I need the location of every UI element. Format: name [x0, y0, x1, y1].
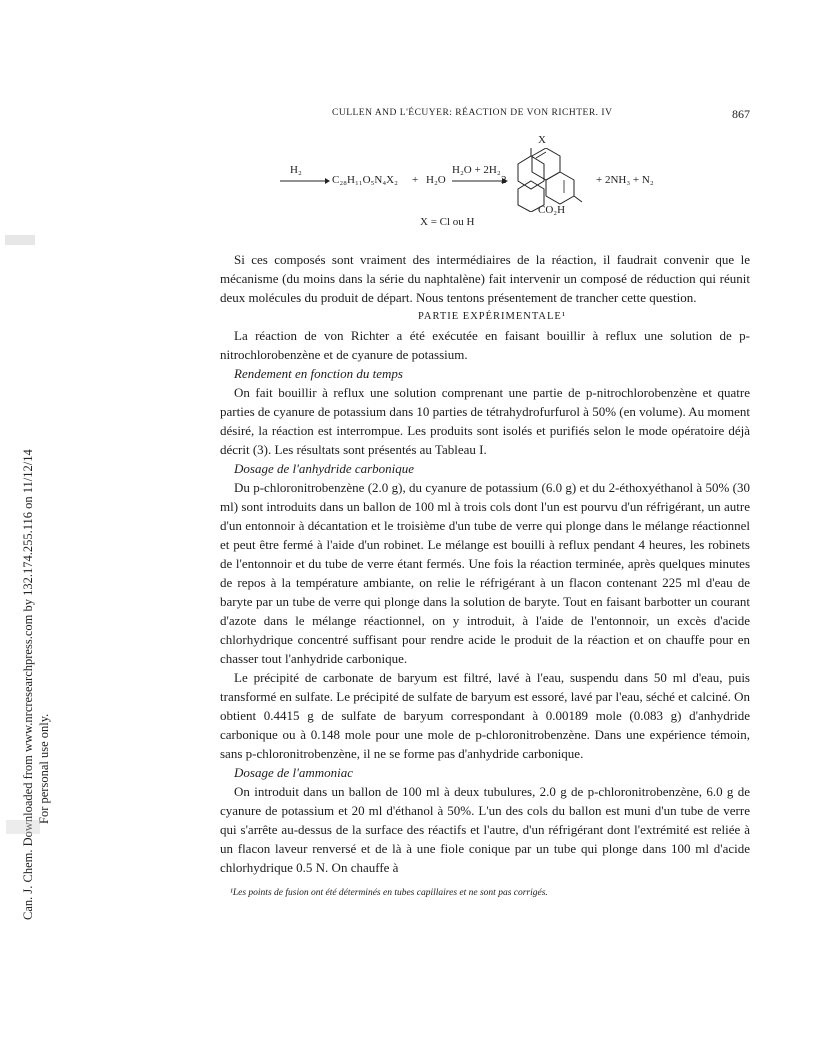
- download-source: Can. J. Chem. Downloaded from www.nrcresearchpress.com by 132.174.255.116 on 11/12/14: [21, 449, 35, 920]
- reaction-equation: [220, 130, 750, 235]
- subheading: Dosage de l'anhydride carbonique: [234, 461, 415, 476]
- substituent-condition: X = Cl ou H: [420, 216, 475, 228]
- scan-artifact: [6, 820, 40, 834]
- products: + 2NH₃ + N₂: [596, 174, 654, 186]
- subheading: Dosage de l'ammoniac: [234, 765, 354, 780]
- substituent-co2h: CO₂H: [538, 204, 566, 216]
- arrow2-label: H₂O + 2H₂: [452, 164, 501, 176]
- paragraph: La réaction de von Richter a été exécutée en faisant bouillir à reflux une solution de p-nitrochlorobenzène et de cyanure de potassium.: [220, 328, 750, 362]
- personal-use-note: For personal use only.: [37, 713, 51, 824]
- paragraph: Du p-chloronitrobenzène (2.0 g), du cyanure de potassium (6.0 g) et du 2-éthoxyéthanol à 50% (30 ml) sont introduits dans un ballon de 100 ml à trois cols dont l'un est pourvu d'un réfrigérant, un autre d'un entonnoir à décantation et le troisième d'un tube de verre qui plonge dans le mélange réactionnel et peut être fermé à l'aide d'un robinet. Le mélange est bouilli à reflux pendant 4 heures, les robinets de l'entonnoir et du tube de verre étant fermés. Une fois la réaction terminée, après quelques minutes de repos à la température ambiante, on relie le réfrigérant à un flacon contenant 225 ml d'eau de baryte par un tube de verre qui plonge dans la solution de baryte. Tout en faisant barbotter un courant d'azote dans le mélange réactionnel, on y introduit, à l'aide de l'entonnoir, un excès d'acide chlorhydrique concentré suffisant pour rendre acide le produit de la réaction et on chauffe pour en chasser tout l'anhydride carbonique.: [220, 480, 750, 666]
- scan-artifact: [5, 235, 35, 245]
- substituent-x: X: [538, 134, 546, 146]
- paragraph: Le précipité de carbonate de baryum est filtré, lavé à l'eau, suspendu dans 50 ml d'eau, puis transformé en sulfate. Le précipité de sulfate de baryum est essoré, lavé par l'eau, séché et calciné. On obtient 0.4415 g de sulfate de baryum correspondant à 0.00189 mole (0.083 g) d'anhydride carbonique ou à 0.148 mole pour une mole de p-chloronitrobenzène. Dans une expérience témoin, sans p-chloronitrobenzène, il ne se forme pas d'anhydride carbonique.: [220, 670, 750, 761]
- running-head: CULLEN AND L'ÉCUYER: RÉACTION DE VON RICHTER. IV: [332, 108, 613, 118]
- reactant-2: H₂O: [426, 174, 446, 186]
- reaction-arrow-2: [452, 177, 508, 185]
- download-note: [20, 449, 52, 920]
- page-number: 867: [732, 107, 750, 121]
- section-title: PARTIE EXPÉRIMENTALE¹: [418, 311, 566, 322]
- reactant-1: C₂₈H₁₁O₅N₄X₂: [332, 174, 398, 186]
- paragraph: On introduit dans un ballon de 100 ml à deux tubulures, 2.0 g de p-chloronitrobenzène, 6.0 g de cyanure de potassium et 20 ml d'éthanol à 50%. L'un des cols du ballon est muni d'un tube de verre qui s'arrête au-dessus de la surface des réactifs et l'autre, d'un réfrigérant dont l'extrémité est reliée à un flacon laveur renversé et de là à une fiole conique par un tube qui plonge dans 100 ml d'acide chlorhydrique 0.5 N. On chauffe à: [220, 784, 750, 875]
- paragraph: On fait bouillir à reflux une solution comprenant une partie de p-nitrochlorobenzène et quatre parties de cyanure de potassium dans 10 parties de tétrahydrofurfurol à 50% (en volume). Au moment désiré, la réaction est interrompue. Les produits sont isolés et purifiés selon le mode opératoire déjà décrit (3). Les résultats sont présentés au Tableau I.: [220, 385, 750, 457]
- coefficient: 2: [501, 174, 507, 186]
- reaction-arrow-1: [280, 177, 330, 185]
- page-header: [220, 108, 750, 126]
- footnote: ¹Les points de fusion ont été déterminés en tubes capillaires et ne sont pas corrigés.: [230, 888, 548, 898]
- article-body: [220, 250, 750, 877]
- paragraph: Si ces composés sont vraiment des intermédiaires de la réaction, il faudrait convenir que le mécanisme (du moins dans la série du naphtalène) fait intervenir un composé de réduction qui réunit deux molécules du produit de départ. Nous tentons présentement de trancher cette question.: [220, 252, 750, 305]
- subheading: Rendement en fonction du temps: [234, 366, 403, 381]
- plus-sign: +: [412, 174, 419, 186]
- arrow1-label: H₂: [290, 164, 302, 176]
